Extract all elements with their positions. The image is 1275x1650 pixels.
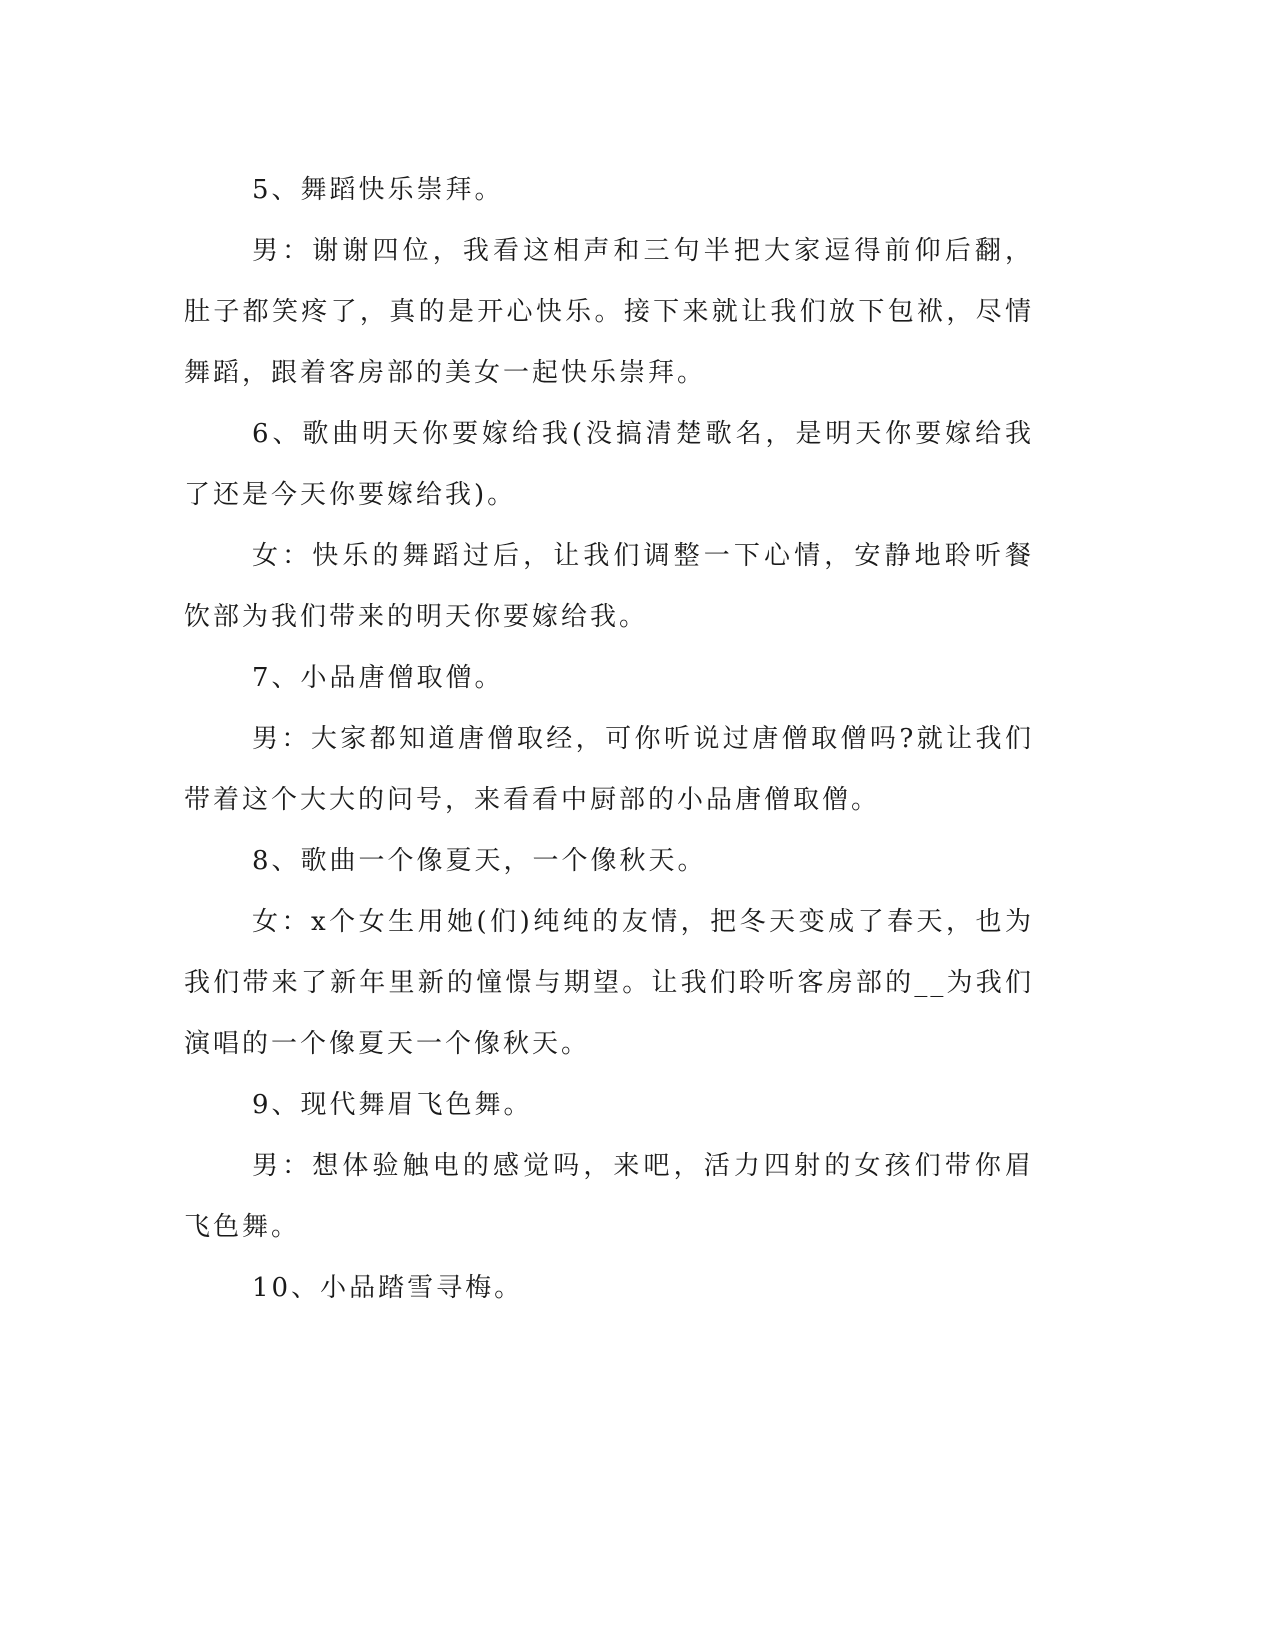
host-line-male: 男：大家都知道唐僧取经，可你听说过唐僧取僧吗?就让我们带着这个大大的问号，来看看中厨部的小品唐僧取僧。	[184, 724, 1034, 815]
item-heading-6: 6、歌曲明天你要嫁给我(没搞清楚歌名，是明天你要嫁给我了还是今天你要嫁给我)。	[184, 419, 1034, 510]
host-line-male: 男：想体验触电的感觉吗，来吧，活力四射的女孩们带你眉飞色舞。	[184, 1151, 1034, 1242]
item-heading-9: 9、现代舞眉飞色舞。	[252, 1090, 533, 1120]
item-heading-5: 5、舞蹈快乐崇拜。	[252, 175, 504, 205]
host-line-male: 男：谢谢四位，我看这相声和三句半把大家逗得前仰后翻，肚子都笑疼了，真的是开心快乐。接下来就让我们放下包袱，尽情舞蹈，跟着客房部的美女一起快乐崇拜。	[184, 236, 1034, 388]
document-body	[184, 160, 1034, 1319]
host-line-female: 女：快乐的舞蹈过后，让我们调整一下心情，安静地聆听餐饮部为我们带来的明天你要嫁给我。	[184, 541, 1034, 632]
host-line-female: 女：x个女生用她(们)纯纯的友情，把冬天变成了春天，也为我们带来了新年里新的憧憬与期望。让我们聆听客房部的__为我们演唱的一个像夏天一个像秋天。	[184, 907, 1034, 1059]
item-heading-10: 10、小品踏雪寻梅。	[252, 1273, 524, 1303]
item-heading-7: 7、小品唐僧取僧。	[252, 663, 504, 693]
item-heading-8: 8、歌曲一个像夏天，一个像秋天。	[252, 846, 707, 876]
